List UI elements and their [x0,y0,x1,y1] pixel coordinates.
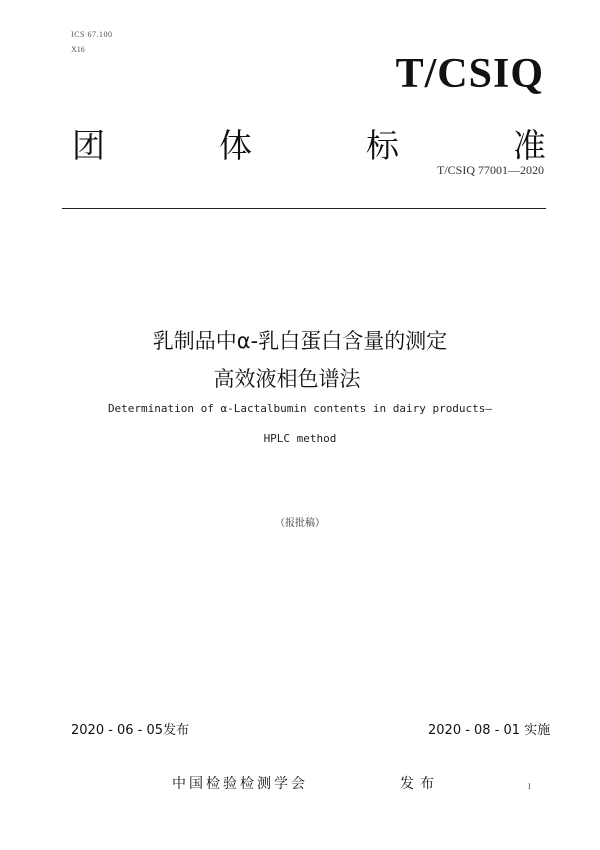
standard-type-char: 标 [366,126,399,165]
standard-type-char: 准 [513,126,546,165]
title-cn-line1: 乳制品中α-乳白蛋白含量的测定 [152,329,448,353]
page-mark: I [528,782,531,791]
standard-type-char: 团 [72,126,105,165]
title-en-line2: HPLC method [263,432,337,445]
ics-code: ICS 67.100 [71,30,113,39]
ccs-code: X16 [71,45,85,54]
publisher: 中国检验检测学会 [172,776,308,792]
implementation-date: 2020 - 08 - 01 实施 [428,723,551,738]
header-divider [62,208,546,209]
title-en-line1: Determination of α-Lactalbumin contents in dairy products— [107,402,493,415]
standard-logo: T/CSIQ [395,51,544,97]
draft-status: （报批稿） [275,518,325,529]
issue-date: 2020 - 06 - 05发布 [71,723,190,738]
standard-type [72,120,546,167]
standard-type-char: 体 [219,126,252,165]
standard-number: T/CSIQ 77001—2020 [436,163,544,177]
publish-label: 发布 [400,776,440,792]
title-cn-line2: 高效液相色谱法 [213,367,361,391]
